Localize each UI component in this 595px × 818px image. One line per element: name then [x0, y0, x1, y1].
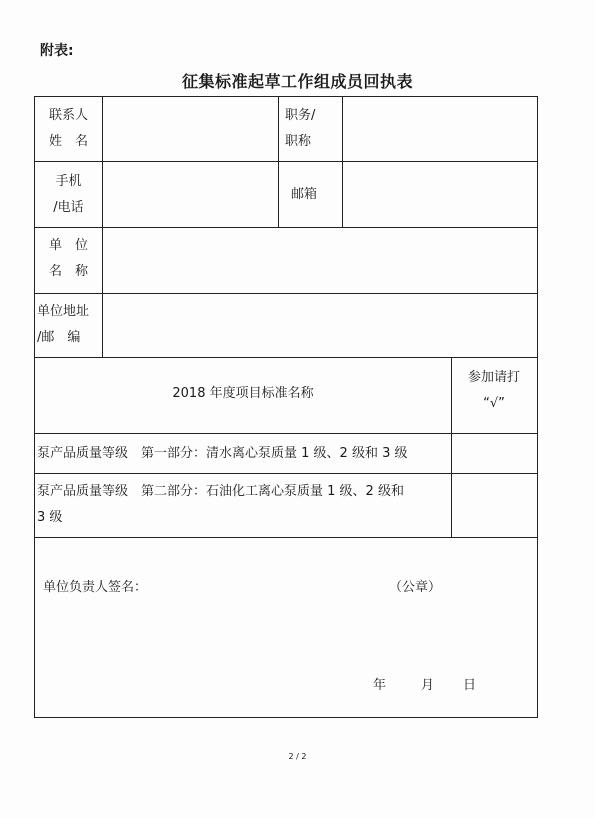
receipt-form [34, 96, 538, 718]
standard-row-2-check[interactable] [452, 474, 536, 536]
date-month-label: 月 [421, 678, 435, 693]
unit-name-label: 单 位 名 称 [48, 238, 88, 279]
phone-label: 手机 /电话 [53, 174, 84, 215]
col-divider [278, 97, 279, 227]
row-divider [35, 537, 537, 538]
standard-row-1-name: 泵产品质量等级 第一部分：清水离心泵质量 1 级、2 级和 3 级 [37, 446, 408, 461]
date-year-label: 年 [373, 678, 387, 693]
standards-name-header: 2018 年度项目标准名称 [172, 386, 314, 401]
official-seal-label: （公章） [389, 580, 442, 595]
position-field[interactable] [343, 98, 536, 160]
date-day-label: 日 [463, 678, 477, 693]
unit-address-field[interactable] [103, 294, 536, 356]
form-title: 征集标准起草工作组成员回执表 [181, 72, 413, 91]
signature-field[interactable] [155, 573, 375, 601]
position-label: 职务/ 职称 [285, 108, 316, 149]
unit-address-label: 单位地址 /邮 编 [37, 304, 90, 345]
standard-row-2-name: 泵产品质量等级 第二部分：石油化工离心泵质量 1 级、2 级和 3 级 [37, 484, 404, 525]
attachment-label: 附表: [40, 43, 74, 59]
standard-row-1-check[interactable] [452, 434, 536, 472]
participation-header: 参加请打 “√” [467, 370, 520, 411]
signature-label: 单位负责人签名： [43, 580, 148, 595]
page-number: 2 / 2 [288, 752, 307, 761]
email-field[interactable] [343, 162, 536, 226]
phone-field[interactable] [103, 162, 277, 226]
contact-person-label: 联系人 姓 名 [48, 108, 88, 149]
row-divider [35, 357, 537, 358]
unit-name-field[interactable] [103, 228, 536, 292]
email-label: 邮箱 [291, 187, 318, 202]
contact-person-field[interactable] [103, 98, 277, 160]
